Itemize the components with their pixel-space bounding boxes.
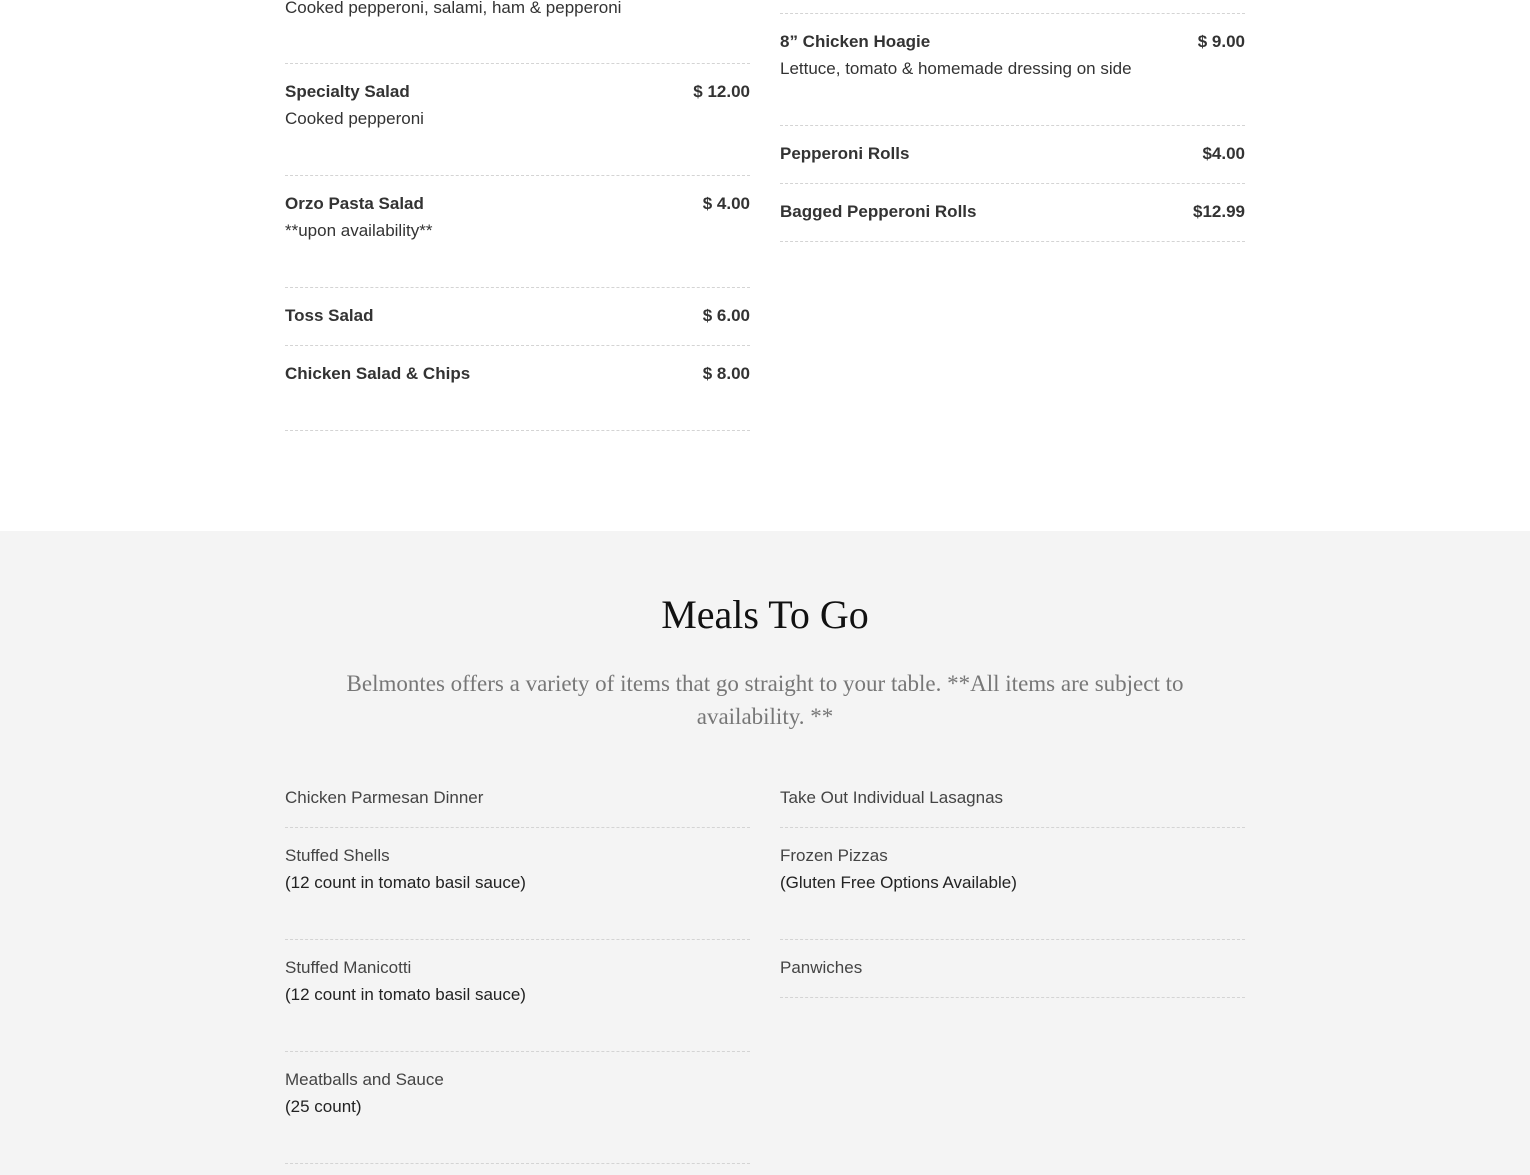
menu-item-price: $12.99 xyxy=(1193,202,1245,221)
meal-item xyxy=(285,788,750,808)
menu-item xyxy=(285,194,750,241)
meal-item-description: (12 count in tomato basil sauce) xyxy=(285,985,526,1004)
divider xyxy=(285,1163,750,1164)
menu-item-price: $ 4.00 xyxy=(702,194,750,213)
menu-item-name: Toss Salad xyxy=(285,306,374,325)
menu-item xyxy=(780,32,1245,79)
meal-item-name: Meatballs and Sauce xyxy=(285,1070,444,1089)
menu-item-price: $4.00 xyxy=(1202,144,1245,163)
divider xyxy=(285,63,750,64)
divider xyxy=(780,997,1245,998)
menu-item-price: $ 9.00 xyxy=(1197,32,1245,51)
menu-item xyxy=(285,306,750,326)
meal-item xyxy=(780,958,1245,978)
divider xyxy=(780,827,1245,828)
menu-item-price: $ 12.00 xyxy=(693,82,750,101)
meal-item-name: Take Out Individual Lasagnas xyxy=(780,788,1004,807)
divider xyxy=(780,241,1245,242)
meal-item-name: Stuffed Manicotti xyxy=(285,958,412,977)
menu-item-name: Bagged Pepperoni Rolls xyxy=(780,202,977,221)
meal-item-name: Frozen Pizzas xyxy=(780,846,888,865)
menu-item-name: Chicken Salad & Chips xyxy=(285,364,471,383)
menu-item-name: Pepperoni Rolls xyxy=(780,144,910,163)
menu-item xyxy=(780,202,1245,222)
divider xyxy=(285,345,750,346)
meal-item-description: (Gluten Free Options Available) xyxy=(780,873,1017,892)
menu-item-description: **upon availability** xyxy=(285,221,433,240)
meal-item xyxy=(780,846,1245,893)
divider xyxy=(780,125,1245,126)
menu-item-name: Orzo Pasta Salad xyxy=(285,194,424,213)
divider xyxy=(285,939,750,940)
divider xyxy=(780,183,1245,184)
menu-item-description: Cooked pepperoni, salami, ham & pepperoni xyxy=(285,0,622,17)
menu-item xyxy=(780,144,1245,164)
section-title: Meals To Go xyxy=(661,592,869,637)
menu-item xyxy=(285,82,750,129)
divider xyxy=(285,287,750,288)
divider xyxy=(285,175,750,176)
meals-to-go-section xyxy=(0,531,1530,1175)
divider xyxy=(285,430,750,431)
meal-item-description: (12 count in tomato basil sauce) xyxy=(285,873,526,892)
menu-item-description: Lettuce, tomato & homemade dressing on side xyxy=(780,59,1132,78)
menu-item-price: $ 6.00 xyxy=(702,306,750,325)
meal-item-name: Stuffed Shells xyxy=(285,846,390,865)
menu-item xyxy=(285,0,750,19)
divider xyxy=(780,939,1245,940)
meal-item xyxy=(780,788,1245,808)
menu-item-name: 8” Chicken Hoagie xyxy=(780,32,931,51)
meal-item xyxy=(285,958,750,1005)
divider xyxy=(285,827,750,828)
menu-item xyxy=(285,364,750,384)
meal-item-name: Chicken Parmesan Dinner xyxy=(285,788,484,807)
meal-item xyxy=(285,1070,750,1117)
menu-item-name: Specialty Salad xyxy=(285,82,410,101)
meal-item xyxy=(285,846,750,893)
menu-item-price: $ 8.00 xyxy=(702,364,750,383)
divider xyxy=(780,13,1245,14)
divider xyxy=(285,1051,750,1052)
meal-item-name: Panwiches xyxy=(780,958,863,977)
section-subtitle: Belmontes offers a variety of items that go straight to your table. **All items are subject to availability. ** xyxy=(346,671,1184,729)
menu-item-description: Cooked pepperoni xyxy=(285,109,424,128)
meal-item-description: (25 count) xyxy=(285,1097,362,1116)
